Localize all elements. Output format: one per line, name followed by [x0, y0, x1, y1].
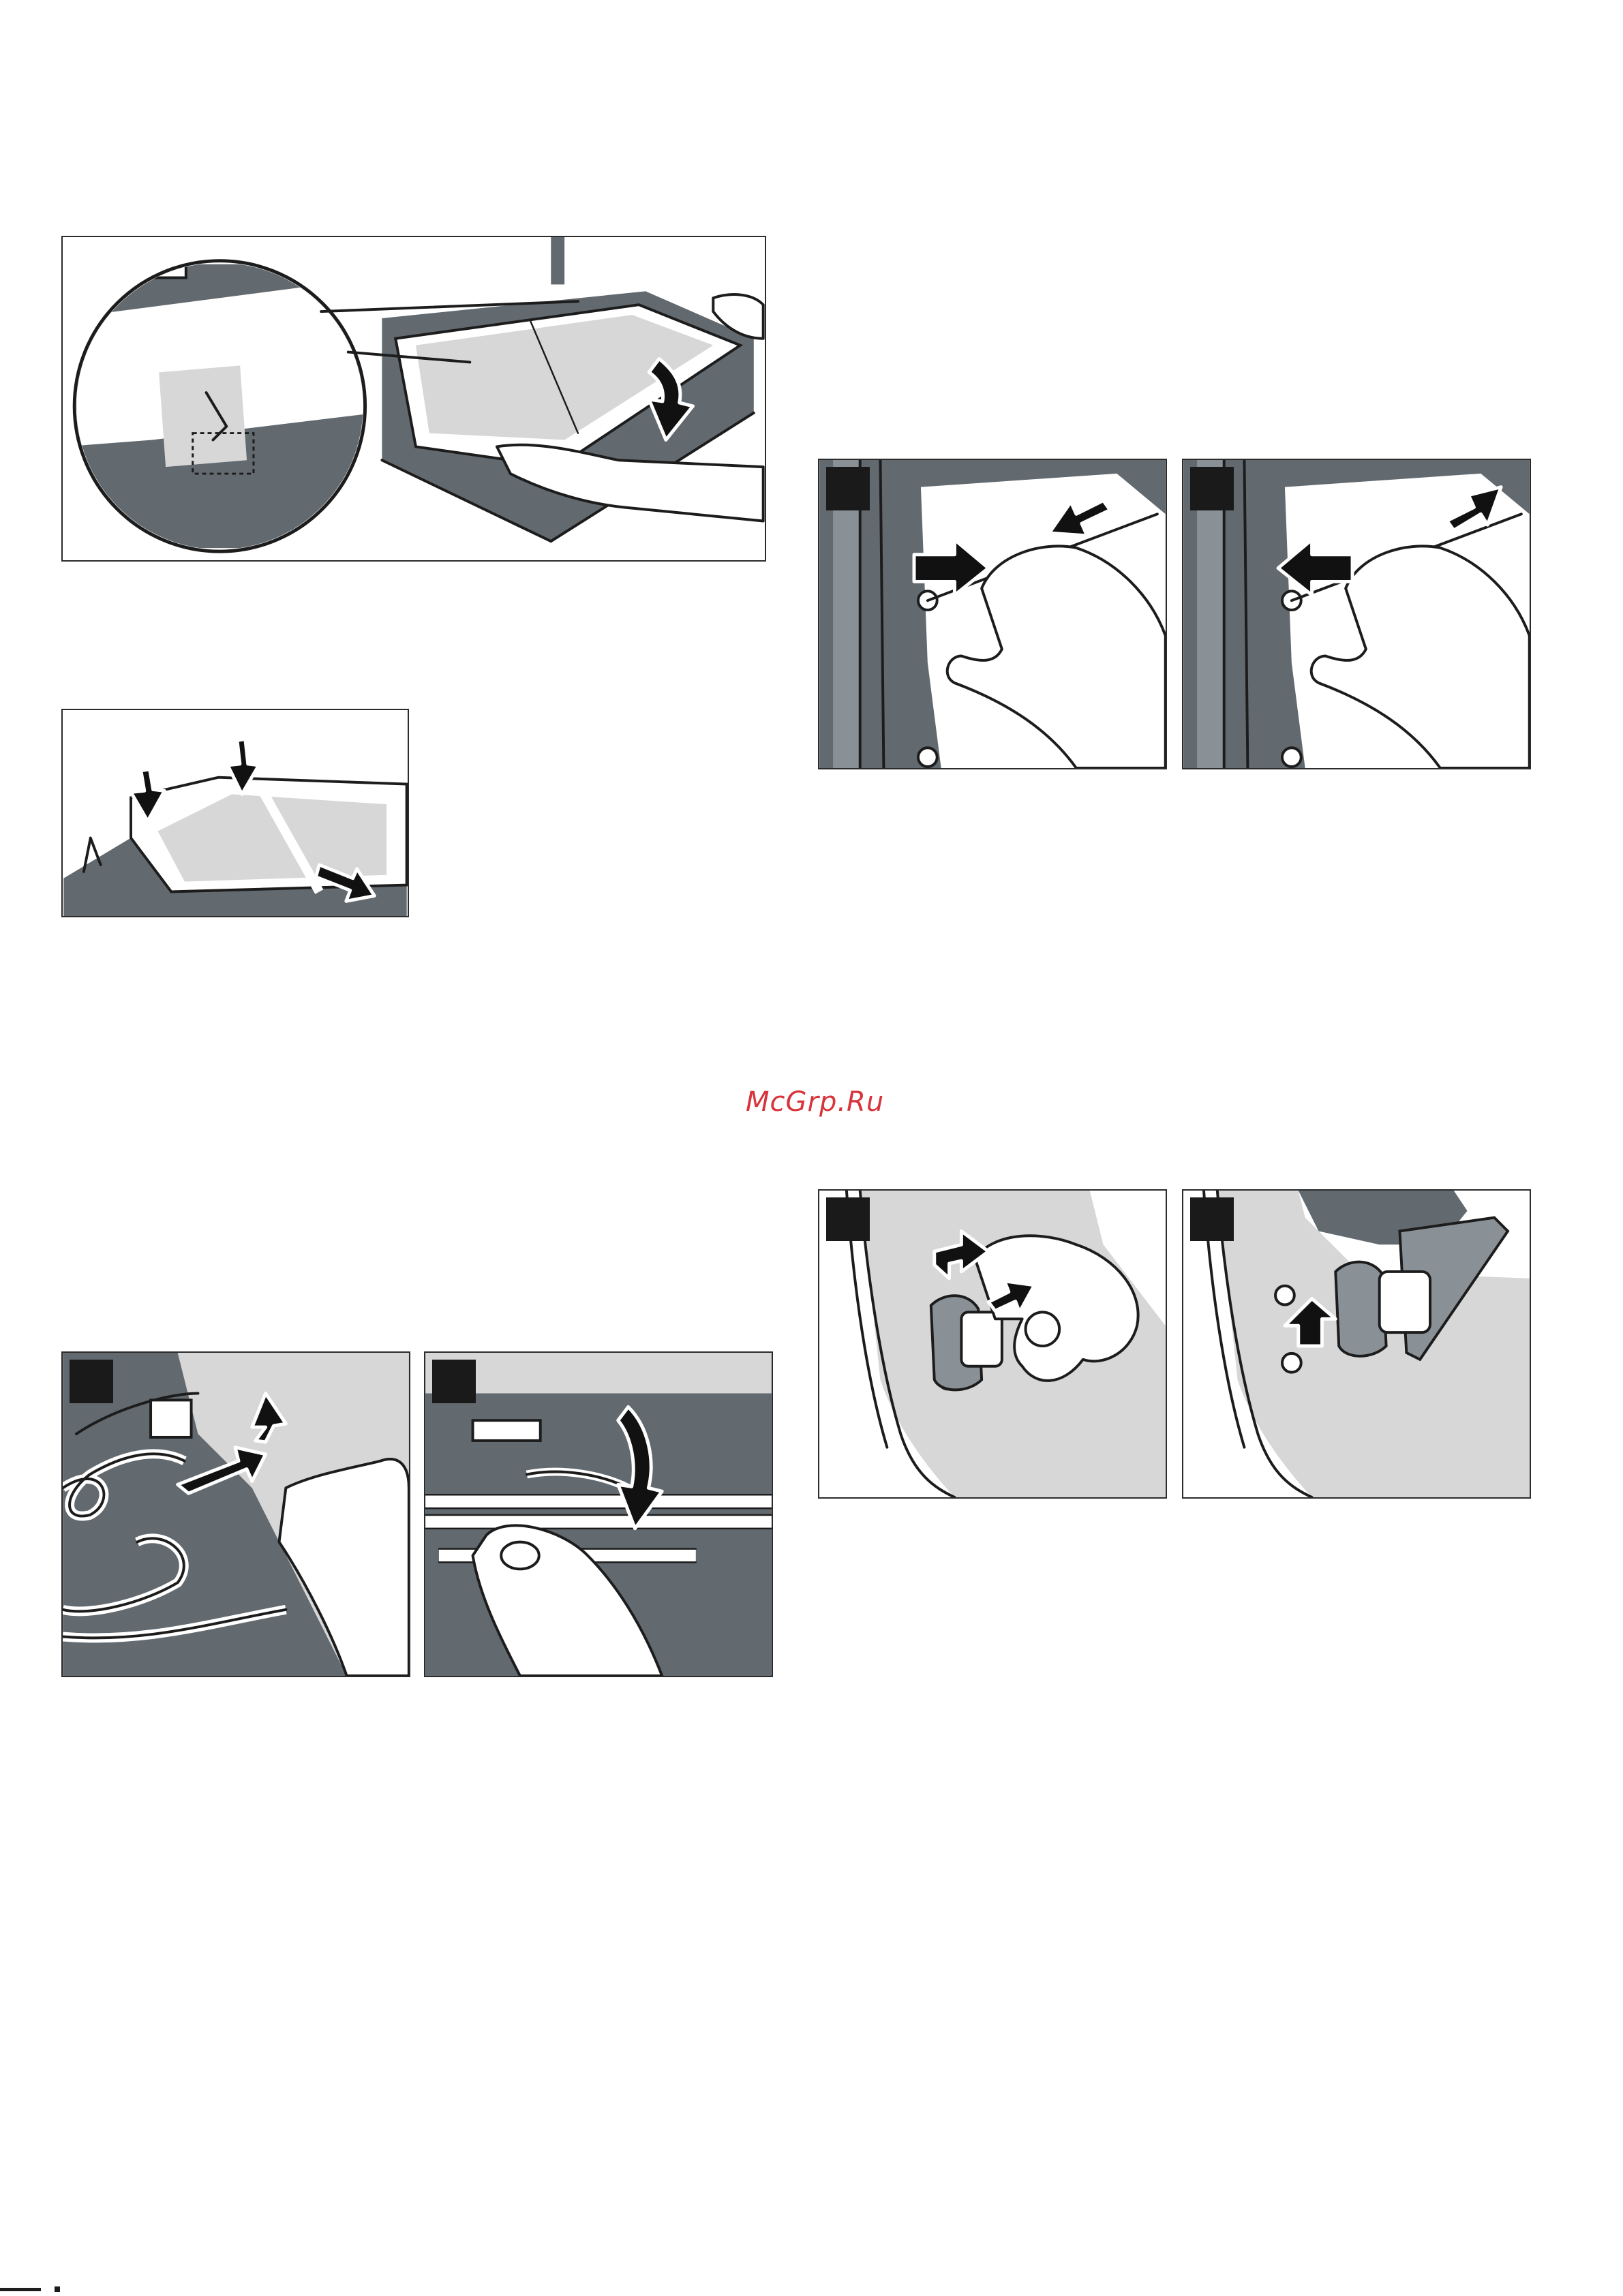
figure-rack-1: [61, 1351, 410, 1677]
glass-pane-slide-illustration: [63, 710, 408, 916]
watermark-text: McGrp.Ru: [746, 1086, 885, 1118]
figure-hinge-pin-1: [818, 459, 1167, 769]
figure-clip-1: [818, 1189, 1167, 1499]
step-marker: [70, 1360, 113, 1403]
hinge-pin-insert-illustration: [819, 460, 1166, 768]
figure-clip-2: [1182, 1189, 1531, 1499]
figure-hinge-pin-2: [1182, 459, 1531, 769]
step-marker: [1190, 467, 1234, 510]
door-glass-panel-illustration: [63, 237, 765, 560]
figure-door-glass-insert: [61, 236, 766, 562]
hinge-pin-remove-illustration: [1183, 460, 1530, 768]
clip-attach-illustration: [1183, 1191, 1530, 1497]
rail-lower-illustration: [425, 1353, 772, 1676]
step-marker: [826, 467, 870, 510]
step-marker: [432, 1360, 476, 1403]
step-marker: [1190, 1197, 1234, 1241]
page-corner-mark: [0, 2286, 75, 2293]
figure-rack-2: [424, 1351, 773, 1677]
step-marker: [826, 1197, 870, 1241]
clip-release-illustration: [819, 1191, 1166, 1497]
rail-lift-illustration: [63, 1353, 409, 1676]
figure-glass-slide: [61, 709, 409, 917]
